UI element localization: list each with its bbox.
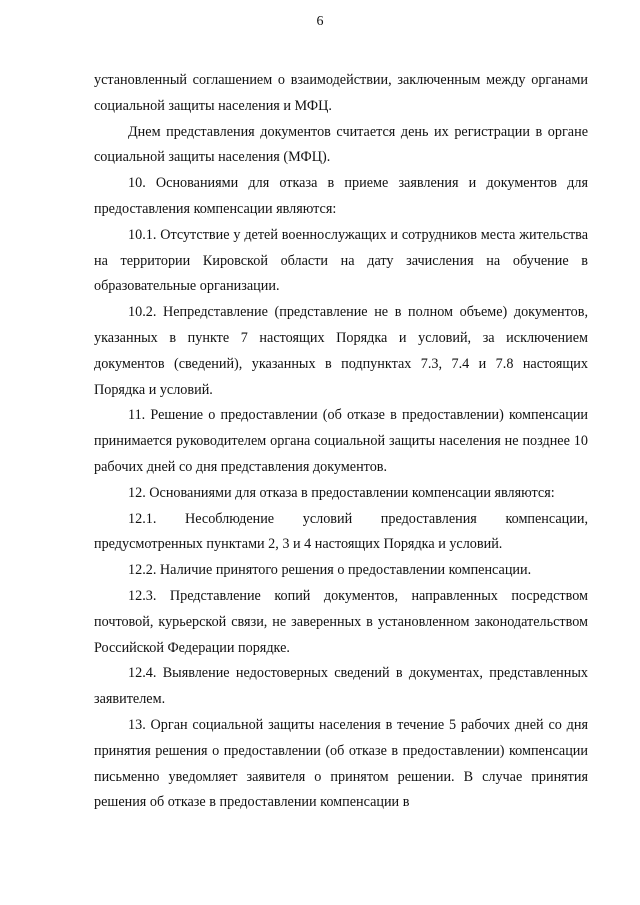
document-body — [94, 68, 588, 816]
paragraph-12-4: 12.4. Выявление недостоверных сведений в документах, представленных заявителем. — [94, 665, 588, 708]
paragraph-submission-date: Днем представления документов считается день их регистрации в органе социальной защиты населения (МФЦ). — [94, 123, 588, 166]
paragraph-12-1: 12.1. Несоблюдение условий предоставления компенсации, предусмотренных пунктами 2, 3 и 4 настоящих Порядка и условий. — [94, 510, 588, 553]
paragraph-11: 11. Решение о предоставлении (об отказе в предоставлении) компенсации принимается руководителем органа социальной защиты населения не позднее 10 рабочих дней со дня представления документов. — [94, 407, 588, 475]
paragraph-12: 12. Основаниями для отказа в предоставлении компенсации являются: — [128, 484, 555, 501]
paragraph-10: 10. Основаниями для отказа в приеме заявления и документов для предоставления компенсации являются: — [94, 175, 588, 217]
paragraph-13: 13. Орган социальной защиты населения в течение 5 рабочих дней со дня принятия решения о предоставлении (об отказе в предоставлении) компенсации письменно уведомляет заявителя о принятом решении. В случае принятия решения об отказе в предоставлении компенсации в — [94, 716, 588, 811]
paragraph-12-2: 12.2. Наличие принятого решения о предоставлении компенсации. — [128, 562, 532, 579]
paragraph-10-2: 10.2. Непредставление (представление не в полном объеме) документов, указанных в пункте 7 настоящих Порядка и условий, за исключением документов (сведений), указанных в подпунктах 7.3, 7.4 и 7.8 настоящих Порядка и условий. — [94, 304, 588, 398]
paragraph-12-3: 12.3. Представление копий документов, направленных посредством почтовой, курьерской связи, не заверенных в установленном законодательством Российской Федерации порядке. — [94, 587, 588, 656]
paragraph-continuation: установленный соглашением о взаимодействии, заключенным между органами социальной защиты населения и МФЦ. — [94, 72, 588, 114]
page-number: 6 — [316, 14, 324, 29]
paragraph-10-1: 10.1. Отсутствие у детей военнослужащих и сотрудников места жительства на территории Кировской области на дату зачисления на обучение в образовательные организации. — [94, 226, 588, 295]
